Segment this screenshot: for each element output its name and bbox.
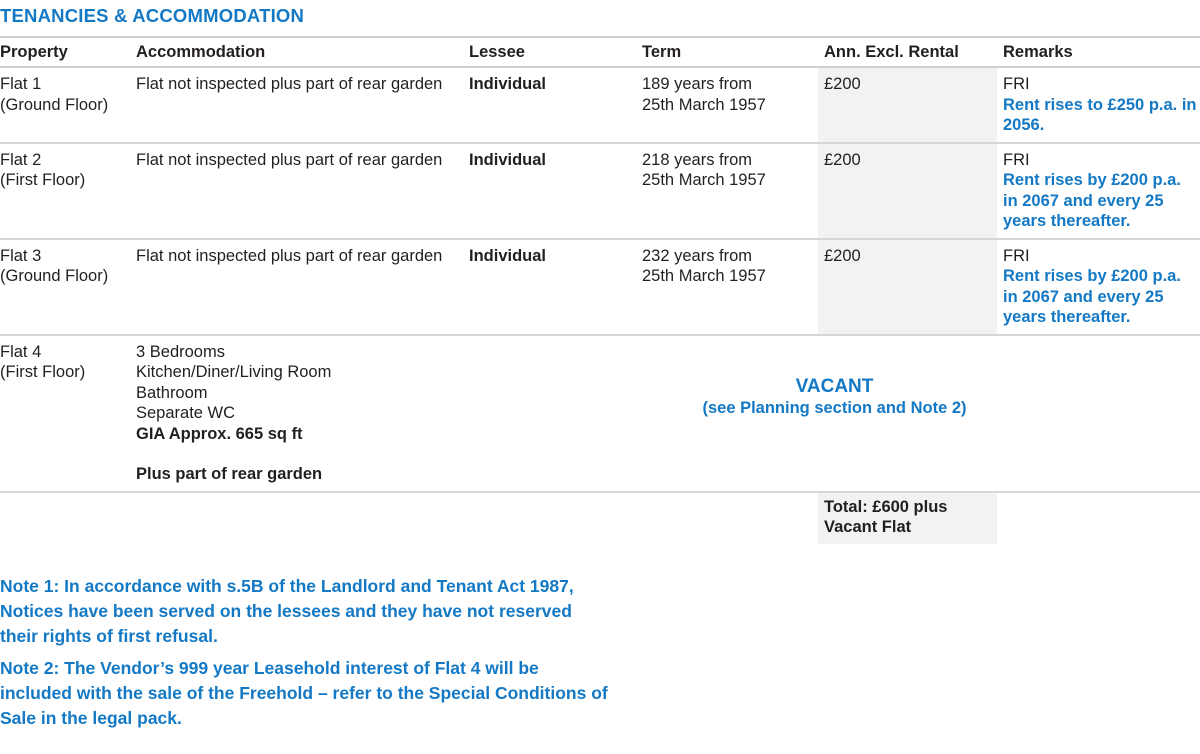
term-cell: 189 years from 25th March 1957 [642,67,818,143]
table-total-row [0,492,1200,544]
table-header-row [0,37,1200,67]
accommodation-cell: Flat not inspected plus part of rear garden [136,239,469,335]
accommodation-cell: Flat not inspected plus part of rear garden [136,143,469,239]
rental-cell: £200 [818,239,997,335]
rental-cell: £200 [818,67,997,143]
property-cell: Flat 1 (Ground Floor) [0,67,136,143]
table-row [0,67,1200,143]
rental-cell: £200 [818,143,997,239]
garden-label: Plus part of rear garden [136,465,323,483]
col-header-accommodation: Accommodation [136,37,469,67]
term-cell: 218 years from 25th March 1957 [642,143,818,239]
property-cell: Flat 3 (Ground Floor) [0,239,136,335]
section-heading: TENANCIES & ACCOMMODATION [0,5,305,26]
remarks-cell: FRI Rent rises by £200 p.a. in 2067 and every 25 years thereafter. [997,239,1200,335]
table-row-flat4 [0,335,1200,492]
term-cell: 232 years from 25th March 1957 [642,239,818,335]
note-2: Note 2: The Vendor’s 999 year Leasehold interest of Flat 4 will be included with the sale of the Freehold – refer to the Special Conditions of Sale in the legal pack. [0,658,608,728]
accommodation-cell: Flat not inspected plus part of rear garden [136,67,469,143]
accommodation-cell: 3 Bedrooms Kitchen/Diner/Living Room Bathroom Separate WC GIA Approx. 665 sq ft Plus part of rear garden [136,335,469,492]
table-row [0,143,1200,239]
col-header-property: Property [0,37,136,67]
lessee-cell: Individual [469,143,642,239]
vacant-note: (see Planning section and Note 2) [702,398,967,417]
lessee-cell: Individual [469,239,642,335]
remarks-cell: FRI Rent rises by £200 p.a. in 2067 and every 25 years thereafter. [997,143,1200,239]
gia-label: GIA Approx. 665 sq ft [136,424,303,443]
col-header-rental: Ann. Excl. Rental [818,37,997,67]
note-1: Note 1: In accordance with s.5B of the Landlord and Tenant Act 1987, Notices have been served on the lessees and they have not reserved their rights of first refusal. [0,576,574,646]
tenancy-table [0,36,1200,544]
total-cell: Total: £600 plus Vacant Flat [818,492,997,544]
col-header-term: Term [642,37,818,67]
col-header-remarks: Remarks [997,37,1200,67]
col-header-lessee: Lessee [469,37,642,67]
lessee-cell: Individual [469,67,642,143]
property-cell: Flat 2 (First Floor) [0,143,136,239]
table-row [0,239,1200,335]
notes-block [0,574,610,738]
vacant-title: VACANT [795,375,874,397]
property-cell: Flat 4 (First Floor) [0,335,136,492]
remarks-cell: FRI Rent rises to £250 p.a. in 2056. [997,67,1200,143]
vacant-cell [469,335,1200,492]
